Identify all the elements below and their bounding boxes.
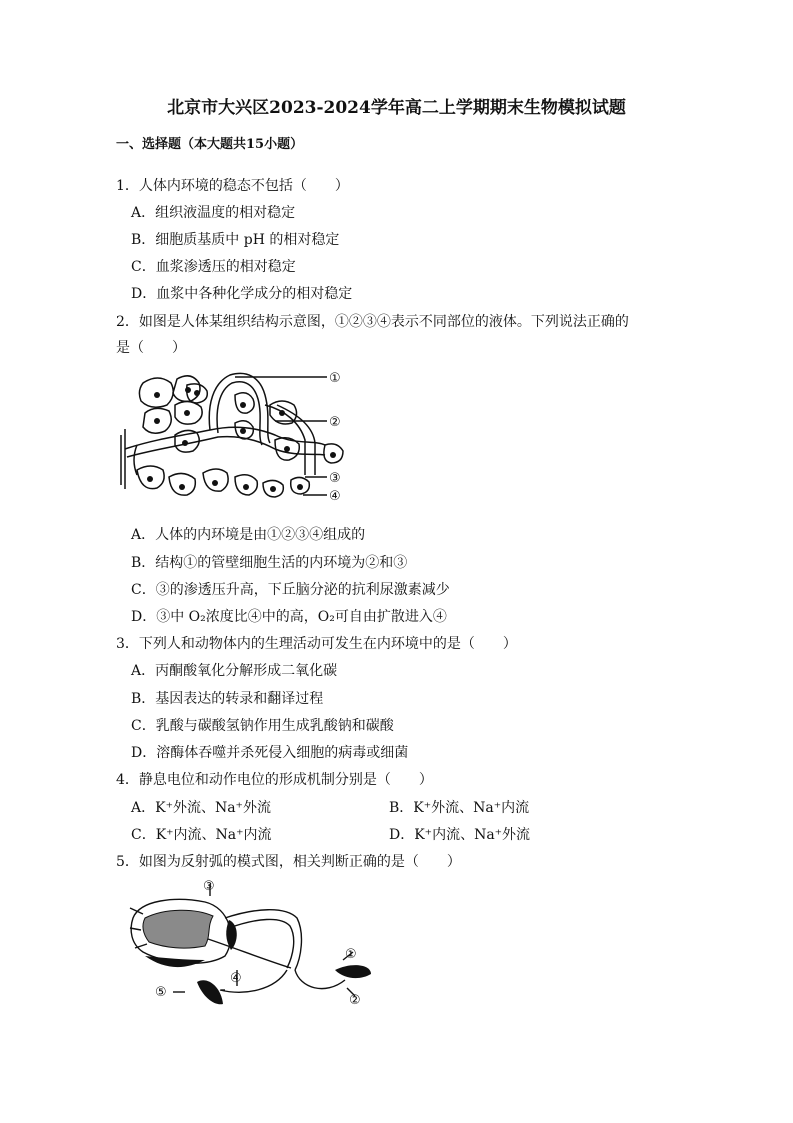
question-1-option-a: A．组织液温度的相对稳定 bbox=[131, 205, 296, 221]
fig-label-3: ③ bbox=[329, 471, 341, 486]
question-3-option-a: A．丙酮酸氧化分解形成二氧化碳 bbox=[131, 663, 338, 679]
tissue-structure-diagram bbox=[115, 365, 355, 515]
question-2-option-d: D．③中 O₂浓度比④中的高，O₂可自由扩散进入④ bbox=[131, 609, 447, 625]
question-1-option-b: B．细胞质基质中 pH 的相对稳定 bbox=[131, 232, 340, 248]
question-4-option-b: B．K⁺外流、Na⁺内流 bbox=[389, 800, 530, 816]
question-1-option-c: C．血浆渗透压的相对稳定 bbox=[131, 259, 296, 275]
question-2-option-b: B．结构①的管壁细胞生活的内环境为②和③ bbox=[131, 555, 408, 571]
question-2-stem-line2: 是（ ） bbox=[116, 340, 186, 356]
question-3-option-c: C．乳酸与碳酸氢钠作用生成乳酸钠和碳酸 bbox=[131, 718, 394, 734]
page-title: 北京市大兴区2023-2024学年高二上学期期末生物模拟试题 bbox=[167, 98, 626, 118]
question-3-option-b: B．基因表达的转录和翻译过程 bbox=[131, 691, 324, 707]
question-1-option-d: D．血浆中各种化学成分的相对稳定 bbox=[131, 286, 353, 302]
question-2-option-a: A．人体的内环境是由①②③④组成的 bbox=[131, 527, 366, 543]
question-4-option-c: C．K⁺内流、Na⁺内流 bbox=[131, 827, 272, 843]
section-heading: 一、选择题（本大题共15小题） bbox=[116, 137, 304, 152]
question-2-option-c: C．③的渗透压升高，下丘脑分泌的抗利尿激素减少 bbox=[131, 582, 450, 598]
reflex-label-2: ② bbox=[349, 993, 361, 1008]
fig-label-2: ② bbox=[329, 415, 341, 430]
question-3-stem: 3．下列人和动物体内的生理活动可发生在内环境中的是（ ） bbox=[116, 636, 517, 652]
question-4-option-d: D．K⁺内流、Na⁺外流 bbox=[389, 827, 531, 843]
reflex-label-4: ④ bbox=[230, 971, 242, 986]
reflex-label-3: ③ bbox=[203, 879, 215, 894]
question-5-stem: 5．如图为反射弧的模式图，相关判断正确的是（ ） bbox=[116, 854, 461, 870]
question-4-stem: 4．静息电位和动作电位的形成机制分别是（ ） bbox=[116, 772, 433, 788]
question-1-stem: 1．人体内环境的稳态不包括（ ） bbox=[116, 178, 349, 194]
reflex-label-1: ① bbox=[345, 947, 357, 962]
reflex-arc-diagram bbox=[125, 878, 375, 1018]
reflex-label-5: ⑤ bbox=[155, 985, 167, 1000]
question-2-stem-line1: 2．如图是人体某组织结构示意图，①②③④表示不同部位的液体。下列说法正确的 bbox=[116, 314, 629, 330]
question-3-option-d: D．溶酶体吞噬并杀死侵入细胞的病毒或细菌 bbox=[131, 745, 409, 761]
fig-label-1: ① bbox=[329, 371, 341, 386]
fig-label-4: ④ bbox=[329, 489, 341, 504]
question-4-option-a: A．K⁺外流、Na⁺外流 bbox=[131, 800, 271, 816]
